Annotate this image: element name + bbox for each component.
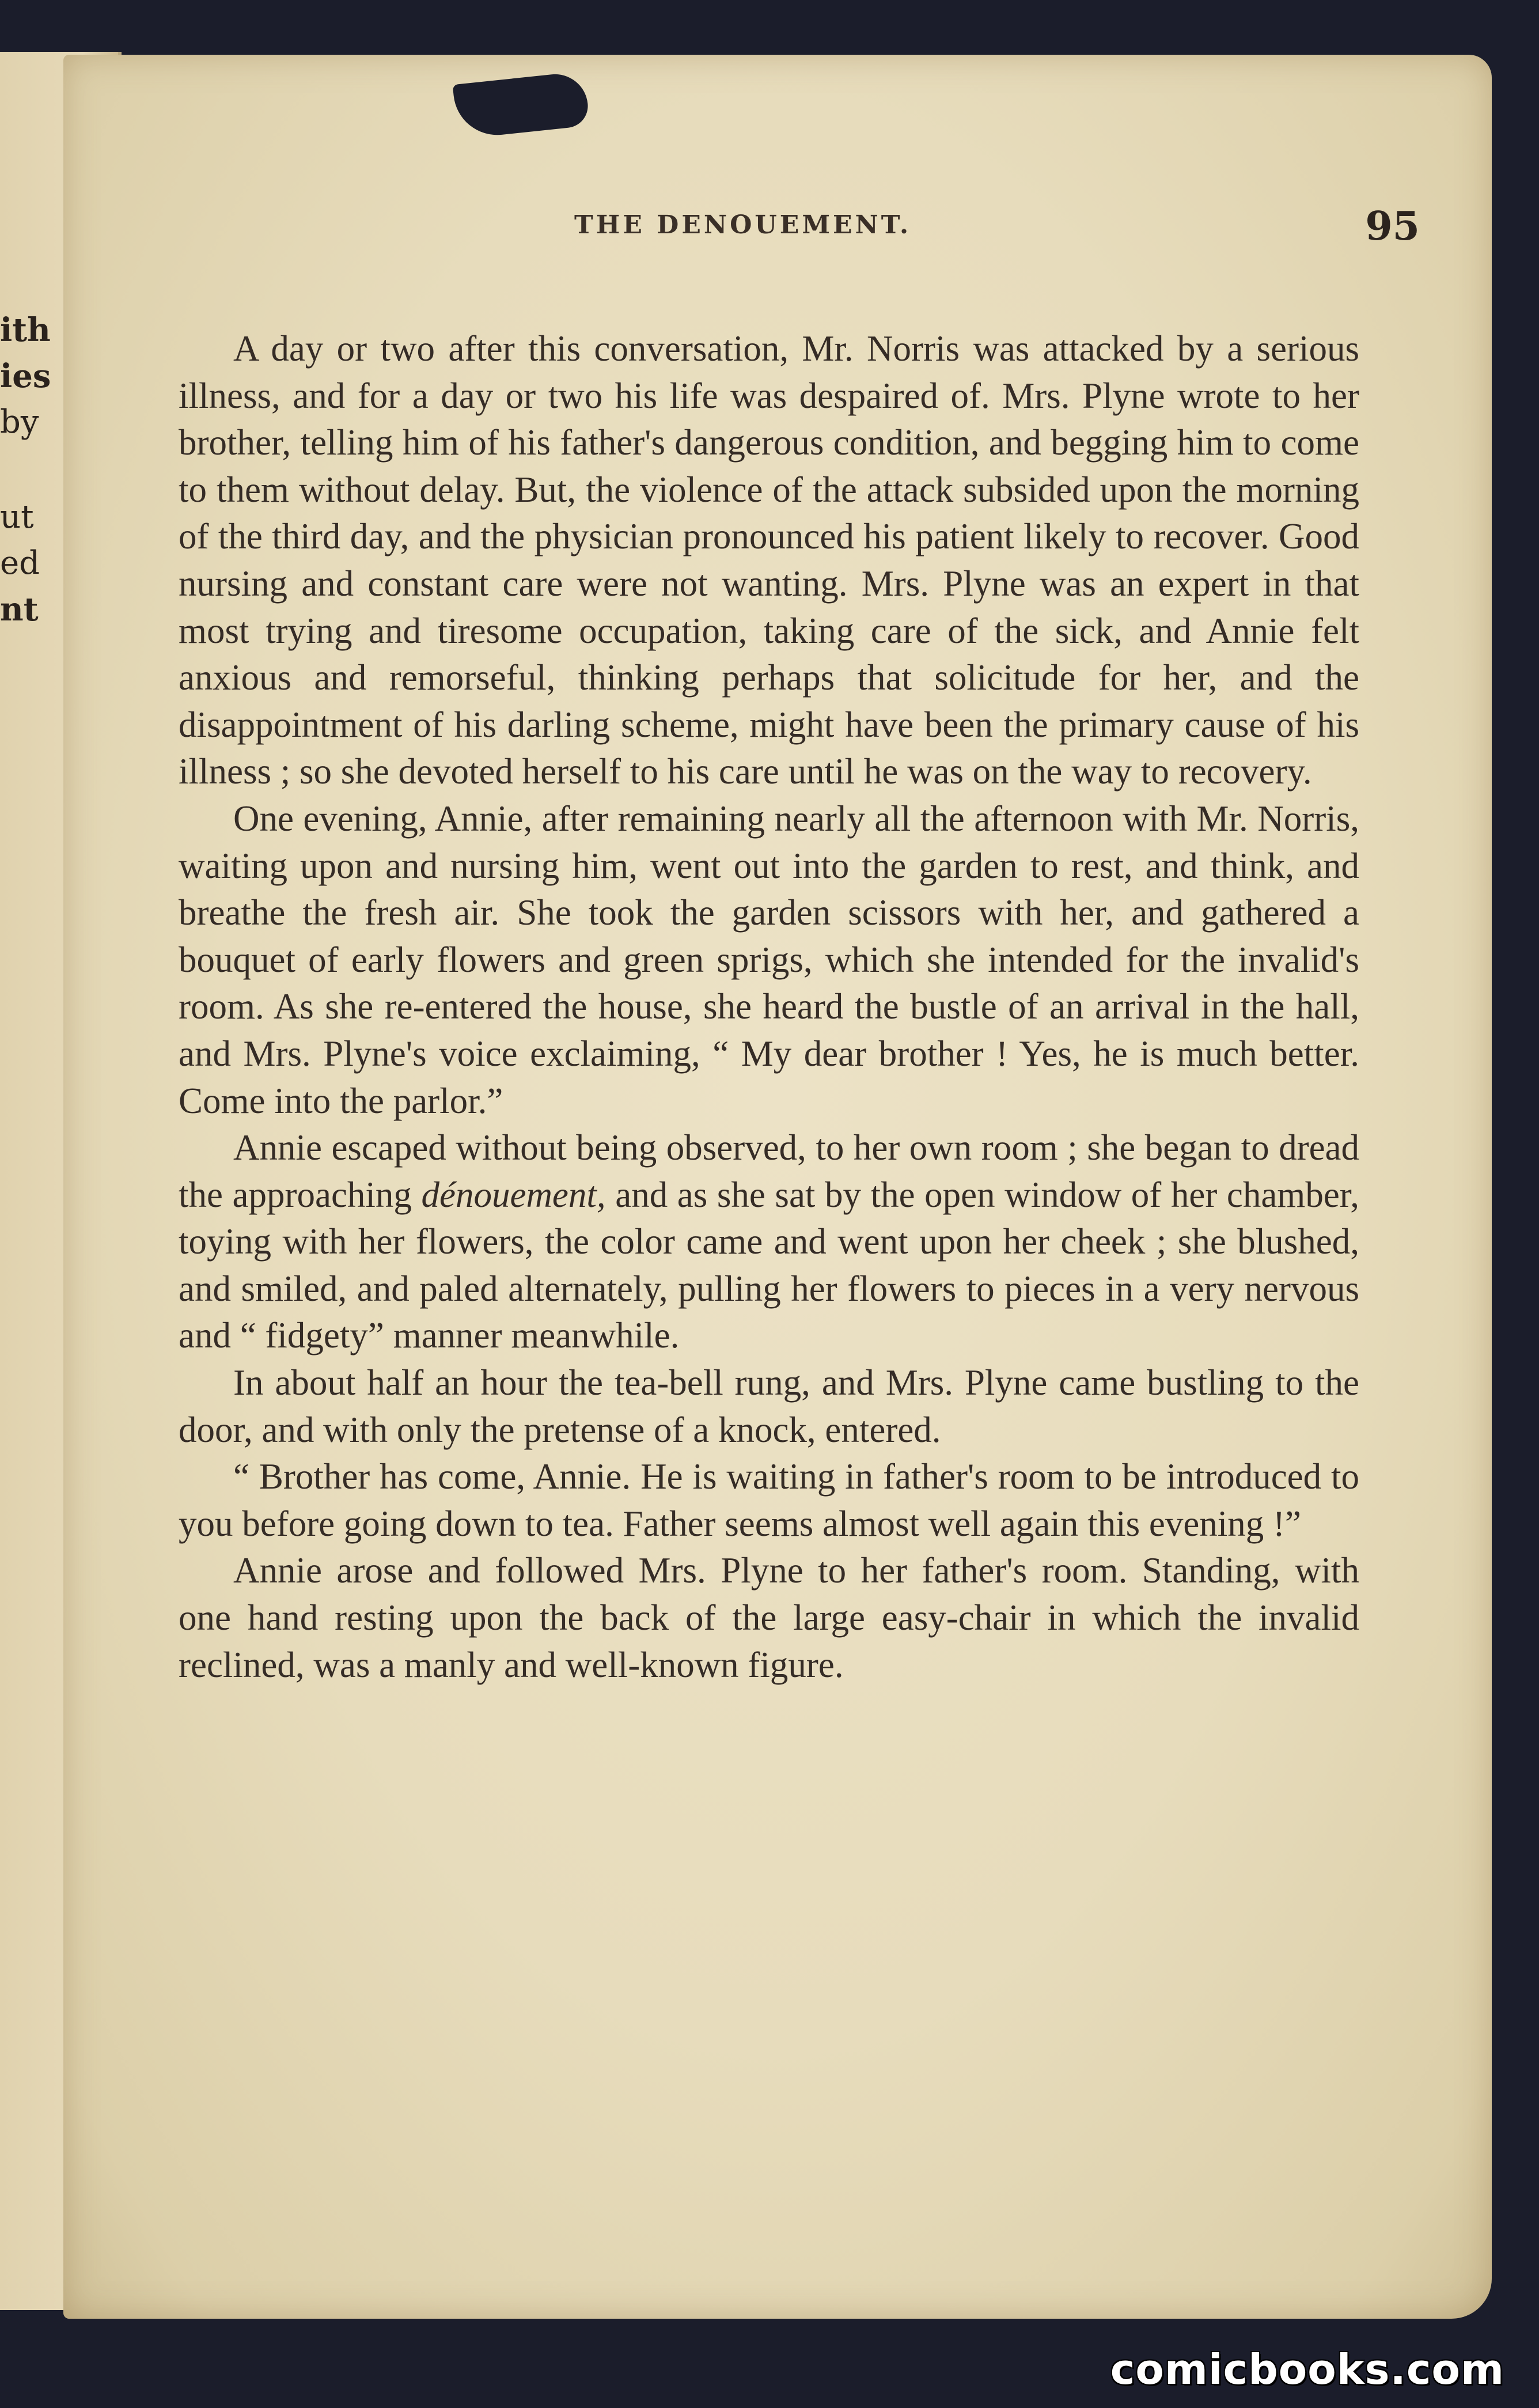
paragraph-text: One evening, Annie, after remaining nearly all the afternoon with Mr. Norris, waiting upon and nursing him, went out into the garden to rest, and think, and breathe the fresh air. She took the garden scissors with her, and gathered a bouquet of early flowers and green sprigs, which she intended for the invalid's room. As she re-entered the house, she heard the bustle of an arrival in the hall, and Mrs. Plyne's voice exclaiming, “ My dear brother ! Yes, he is much better. Come into the parlor.”	[179, 798, 1359, 1121]
paragraph	[179, 325, 1359, 796]
paragraph	[179, 1360, 1359, 1453]
paragraph	[179, 796, 1359, 1125]
paragraph-text: and as she sat by the open window of her chamber, toying with her flowers, the color came and went upon her cheek ; she blushed, and smiled, and paled alternately, pulling her flowers to pieces in a very nervous and “ fidgety” manner meanwhile.	[179, 1174, 1359, 1356]
running-title: THE DENOUEMENT.	[574, 210, 912, 240]
paragraph-text: In about half an hour the tea-bell rung, and Mrs. Plyne came bustling to the door, and with only the pretense of a knock, entered.	[179, 1362, 1359, 1450]
prev-page-fragment: ith	[0, 311, 51, 349]
paragraph-text: Annie escaped without being observed, to her own room ; she began to dread the approaching	[179, 1127, 1359, 1215]
paragraph-text: “ Brother has come, Annie. He is waiting in father's room to be introduced to you before going down to tea. Father seems almost well again this evening !”	[179, 1456, 1359, 1544]
site-watermark: comicbooks.com	[1110, 2345, 1504, 2394]
paragraph-text: A day or two after this conversation, Mr. Norris was attacked by a serious illness, and for a day or two his life was despaired of. Mrs. Plyne wrote to her brother, telling him of his father's dangerous condition, and begging him to come to them without delay. But, the violence of the attack subsided upon the morning of the third day, and the physician pronounced his patient likely to recover. Good nursing and constant care were not wanting. Mrs. Plyne was an expert in that most trying and tiresome occupation, taking care of the sick, and Annie felt anxious and remorseful, thinking perhaps that solicitude for her, and the disappointment of his darling scheme, might have been the primary cause of his illness ; so she devoted herself to his care until he was on the way to recovery.	[179, 328, 1359, 792]
prev-page-fragment: nt	[0, 590, 39, 628]
torn-corner	[453, 71, 590, 139]
paragraph	[179, 1547, 1359, 1688]
paragraph	[179, 1125, 1359, 1360]
italic-word: dénouement,	[421, 1174, 606, 1215]
body-text	[179, 325, 1359, 1688]
prev-page-fragment: ut	[0, 498, 34, 536]
page-number: 95	[1365, 203, 1420, 249]
prev-page-fragment: ed	[0, 544, 40, 582]
paragraph	[179, 1453, 1359, 1547]
book-page	[63, 55, 1492, 2319]
paragraph-text: Annie arose and followed Mrs. Plyne to her father's room. Standing, with one hand resting upon the back of the large easy-chair in which the invalid reclined, was a manly and well-known figure.	[179, 1550, 1359, 1685]
prev-page-fragment: by	[0, 403, 39, 441]
running-head	[63, 203, 1492, 274]
prev-page-fragment: ies	[0, 357, 51, 395]
